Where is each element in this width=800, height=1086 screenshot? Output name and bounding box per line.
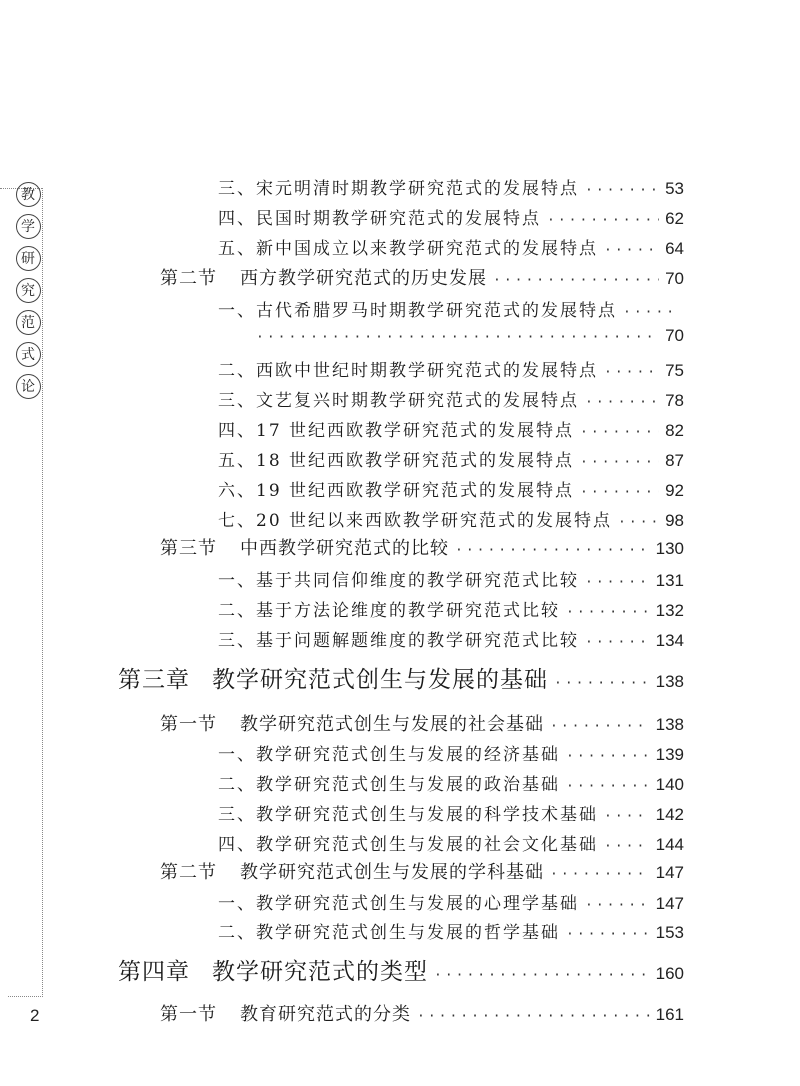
toc-leader [550,867,650,882]
toc-leader [580,455,659,470]
toc-section[interactable] [160,264,684,292]
toc-item[interactable] [218,918,684,944]
toc-section[interactable] [160,710,684,738]
toc-item-text: 二、西欧中世纪时期教学研究范式的发展特点 [218,361,598,381]
toc-page-number: 70 [665,326,684,345]
toc-leader [585,898,650,913]
toc-section-text: 中西教学研究范式的比较 [240,538,449,559]
toc-page-number: 75 [665,361,684,380]
toc-leader [585,183,659,198]
toc-leader [623,305,678,320]
toc-page-number: 160 [655,964,684,983]
toc-item[interactable] [218,446,684,472]
toc-item-text: 四、民国时期教学研究范式的发展特点 [218,209,541,229]
toc-item-text: 二、基于方法论维度的教学研究范式比较 [218,601,560,621]
toc-leader [256,330,659,345]
toc-item[interactable] [218,830,684,856]
title-char: 究 [16,278,41,303]
toc-section-text: 教学研究范式创生与发展的学科基础 [240,862,544,883]
toc-page-number: 153 [655,923,684,942]
toc-item[interactable] [218,566,684,592]
title-char: 范 [16,310,41,335]
toc-item-text: 一、教学研究范式创生与发展的经济基础 [218,745,560,765]
toc-leader [566,749,650,764]
toc-item[interactable] [218,770,684,796]
toc-section-number: 第一节 [160,714,217,735]
toc-chapter[interactable] [118,953,684,985]
toc-leader [547,213,659,228]
toc-page-number: 140 [655,775,684,794]
toc-page-number: 132 [655,601,684,620]
toc-item-text: 六、19 世纪西欧教学研究范式的发展特点 [218,481,575,501]
toc-chapter-number: 第三章 [118,667,190,693]
toc-page-number: 134 [655,631,684,650]
toc-item-text: 一、古代希腊罗马时期教学研究范式的发展特点 [218,301,617,321]
title-char: 式 [16,342,41,367]
toc-section-text: 教育研究范式的分类 [240,1004,411,1025]
toc-item-text: 三、文艺复兴时期教学研究范式的发展特点 [218,391,579,411]
toc-leader [580,425,659,440]
toc-page-number: 64 [665,239,684,258]
toc-leader [566,779,650,794]
title-char: 论 [16,374,41,399]
page-number: 2 [30,1006,40,1025]
toc-item[interactable] [218,800,684,826]
toc-page-number: 147 [655,863,684,882]
toc-page-number: 62 [665,209,684,228]
toc-section-number: 第二节 [160,268,217,289]
toc-item[interactable] [218,416,684,442]
toc-item-text: 二、教学研究范式创生与发展的哲学基础 [218,923,560,943]
toc-leader [455,543,650,558]
toc-item[interactable] [218,204,684,230]
toc-leader [580,485,659,500]
toc-page-number: 92 [665,481,684,500]
toc-page-number: 53 [665,179,684,198]
toc-page-number: 82 [665,421,684,440]
toc-item[interactable] [218,174,684,200]
toc-page-number: 130 [655,539,684,558]
title-char: 研 [16,246,41,271]
vertical-book-title [14,182,42,406]
toc-section-number: 第一节 [160,1004,217,1025]
toc-page-number: 78 [665,391,684,410]
toc-item[interactable] [218,296,684,322]
toc-page-number: 138 [655,715,684,734]
toc-item[interactable] [218,356,684,382]
toc-item-text: 五、18 世纪西欧教学研究范式的发展特点 [218,451,575,471]
toc-chapter-text: 教学研究范式创生与发展的基础 [212,667,548,693]
toc-section[interactable] [160,534,684,562]
toc-item[interactable] [218,889,684,915]
toc-leader [604,365,659,380]
toc-item-text: 五、新中国成立以来教学研究范式的发展特点 [218,239,598,259]
toc-page-number: 147 [655,894,684,913]
toc-leader [585,575,650,590]
toc-chapter[interactable] [118,661,684,693]
toc-item-continuation[interactable] [250,326,684,352]
toc-page-number: 70 [665,269,684,288]
toc-page-number: 144 [655,835,684,854]
toc-item[interactable] [218,596,684,622]
toc-leader [493,273,659,288]
toc-section-text: 教学研究范式创生与发展的社会基础 [240,714,544,735]
toc-leader [550,719,650,734]
title-char: 学 [16,214,41,239]
toc-page-number: 138 [655,672,684,691]
toc-item-text: 四、教学研究范式创生与发展的社会文化基础 [218,835,598,855]
toc-section[interactable] [160,1000,684,1028]
toc-section-text: 西方教学研究范式的历史发展 [240,268,487,289]
toc-section-number: 第三节 [160,538,217,559]
toc-leader [417,1009,650,1024]
toc-leader [585,635,650,650]
toc-item-text: 一、基于共同信仰维度的教学研究范式比较 [218,571,579,591]
toc-leader [585,395,659,410]
toc-leader [566,927,650,942]
toc-leader [554,676,650,691]
toc-chapter-number: 第四章 [118,959,190,985]
toc-item[interactable] [218,740,684,766]
toc-page-number: 142 [655,805,684,824]
toc-page-number: 139 [655,745,684,764]
toc-item[interactable] [218,386,684,412]
toc-item-text: 二、教学研究范式创生与发展的政治基础 [218,775,560,795]
toc-item-text: 七、20 世纪以来西欧教学研究范式的发展特点 [218,511,613,531]
toc-item[interactable] [218,506,684,532]
toc-leader [618,515,659,530]
toc-leader [604,243,659,258]
toc-page-number: 98 [665,511,684,530]
toc-item[interactable] [218,476,684,502]
toc-item[interactable] [218,626,684,652]
toc-item-text: 四、17 世纪西欧教学研究范式的发展特点 [218,421,575,441]
toc-page-number: 131 [655,571,684,590]
toc-section-number: 第二节 [160,862,217,883]
toc-page-number: 87 [665,451,684,470]
toc-item-text: 三、基于问题解题维度的教学研究范式比较 [218,631,579,651]
toc-page-number: 161 [655,1005,684,1024]
toc-item-text: 一、教学研究范式创生与发展的心理学基础 [218,894,579,914]
toc-item-text: 三、教学研究范式创生与发展的科学技术基础 [218,805,598,825]
toc-section[interactable] [160,858,684,886]
toc-leader [566,605,650,620]
toc-item[interactable] [218,234,684,260]
toc-leader [434,968,650,983]
title-char: 教 [16,182,41,207]
toc-leader [604,839,650,854]
toc-chapter-text: 教学研究范式的类型 [212,959,428,985]
toc-leader [604,809,650,824]
toc-item-text: 三、宋元明清时期教学研究范式的发展特点 [218,179,579,199]
